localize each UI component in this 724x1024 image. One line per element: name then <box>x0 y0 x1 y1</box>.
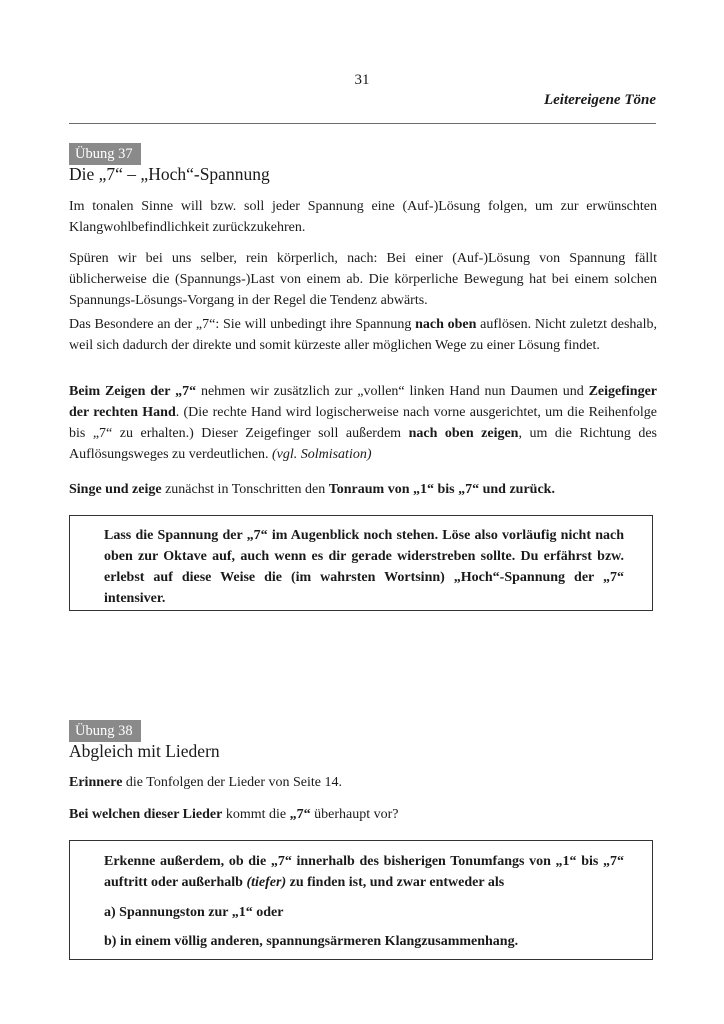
text-run: zunächst in Tonschritten den <box>161 482 329 497</box>
header-rule <box>69 123 656 124</box>
running-head: Leitereigene Töne <box>543 92 656 108</box>
exercise-38-paragraph-2 <box>69 804 657 825</box>
exercise-38-paragraph-1 <box>69 772 657 793</box>
exercise-37-paragraph-1: Im tonalen Sinne will bzw. soll jeder Spannung eine (Auf-)Lösung folgen, um zur erwünschten Klangwohlbefindlichkeit zurückzukehren. <box>69 199 657 235</box>
exercise-37-paragraph-5 <box>69 479 657 500</box>
text-run: kommt die <box>222 807 290 822</box>
text-run: . (Die rechte Hand wird logischerweise nach vorne ausgerichtet, um die Reihenfolge bis „7“ zu erhalten.) Dieser Zeigefinger soll außerdem <box>69 405 657 441</box>
exercise-38-option-a: a) Spannungston zur „1“ oder <box>104 905 284 920</box>
exercise-37-box-text: Lass die Spannung der „7“ im Augenblick noch stehen. Löse also vorläufig nicht nach oben zur Oktave auf, auch wenn es dir gerade widerstreben sollte. Du erfährst bzw. erlebst auf diese Weise die (im wahrsten Wortsinn) „Hoch“-Spannung der „7“ intensiver. <box>104 528 624 606</box>
emphasis-text: Zeigefinger der rechten Hand <box>69 384 657 420</box>
text-run: Das Besondere an der „7“: Sie will unbedingt ihre Spannung <box>69 317 416 332</box>
emphasis-text: Erinnere <box>69 775 123 790</box>
text-run: überhaupt vor? <box>310 807 399 822</box>
exercise-37-paragraph-3 <box>69 314 657 356</box>
exercise-38-title: Abgleich mit Liedern <box>69 741 220 761</box>
emphasis-text: Beim Zeigen der „7“ <box>69 384 197 399</box>
exercise-38-box-intro <box>104 851 624 893</box>
reference-text: (vgl. Solmisation) <box>271 447 372 462</box>
text-run: die Tonfolgen der Lieder von Seite 14. <box>122 775 342 790</box>
emphasis-text: Bei welchen dieser Lieder <box>69 807 223 822</box>
emphasis-text: nach oben <box>415 317 477 332</box>
exercise-38-badge: Übung 38 <box>69 720 141 742</box>
text-run: Erkenne außerdem, ob die „7“ innerhalb des bisherigen Tonumfangs von „1“ bis „7“ auftritt oder außerhalb <box>104 854 624 890</box>
text-run: auflösen. Nicht zuletzt deshalb, weil sich dadurch der direkte und somit kürzeste aller möglichen Wege zu einer Lösung findet. <box>69 317 658 353</box>
exercise-37-paragraph-4 <box>69 381 657 465</box>
text-run: , um die Richtung des Auflösungsweges zu verdeutlichen. <box>69 426 658 462</box>
text-run: zu finden ist, und zwar entweder als <box>286 875 505 890</box>
exercise-37-paragraph-2: Spüren wir bei uns selber, rein körperlich, nach: Bei einer (Auf-)Lösung von Spannung fällt üblicherweise die (Spannungs-)Last von einem ab. Die körperliche Bewegung hat bei einem solchen Spannungs-Lösungs-Vorgang in der Regel die Tendenz abwärts. <box>69 251 657 308</box>
exercise-37-title: Die „7“ – „Hoch“-Spannung <box>69 164 270 184</box>
exercise-38-option-b: b) in einem völlig anderen, spannungsärmeren Klangzusammenhang. <box>104 934 519 949</box>
emphasis-text: Tonraum von „1“ bis „7“ und zurück. <box>328 482 555 497</box>
text-run: nehmen wir zusätzlich zur „vollen“ linken Hand nun Daumen und <box>196 384 589 399</box>
emphasis-text: Singe und zeige <box>69 482 162 497</box>
emphasis-italic: (tiefer) <box>246 875 287 890</box>
exercise-37-info-box <box>69 515 653 611</box>
page-number: 31 <box>354 72 370 88</box>
exercise-37-badge: Übung 37 <box>69 143 141 165</box>
emphasis-text: „7“ <box>289 807 311 822</box>
exercise-38-info-box <box>69 840 653 960</box>
emphasis-text: nach oben zeigen <box>408 426 519 441</box>
